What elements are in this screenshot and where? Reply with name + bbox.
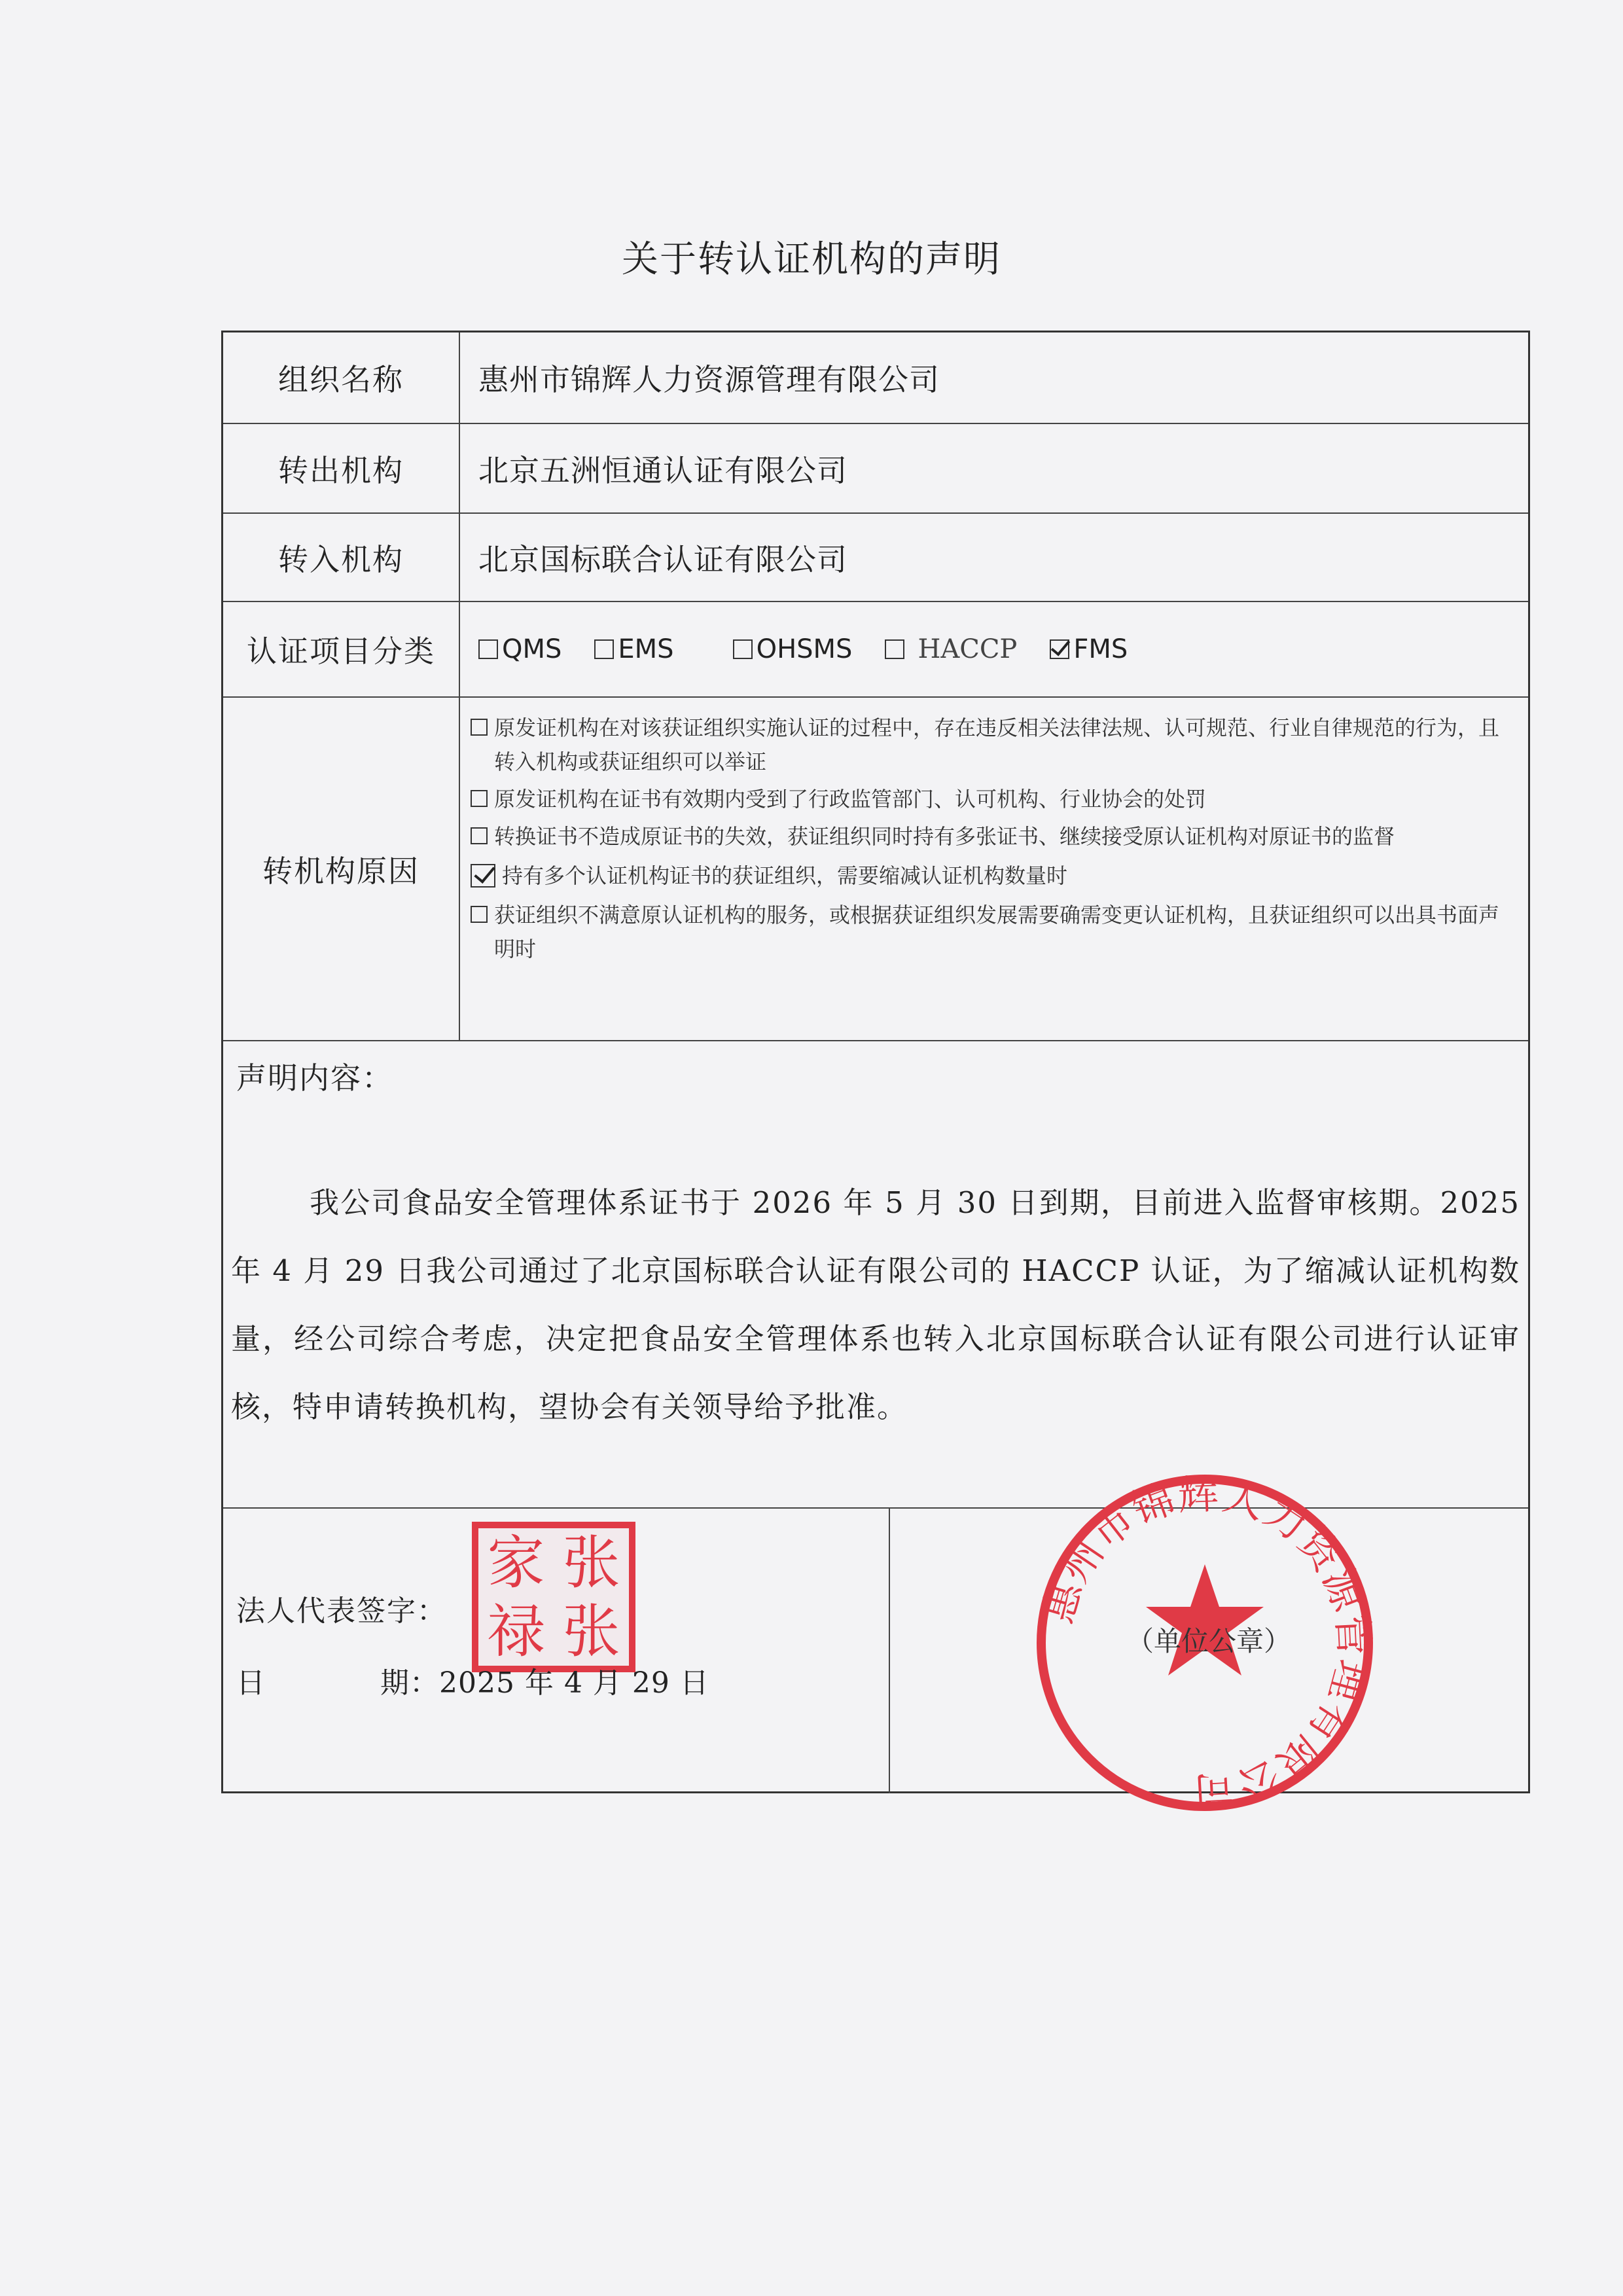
row-org	[223, 332, 1528, 424]
date-label-suffix: 期：	[380, 1666, 439, 1700]
out-agency-label: 转出机构	[223, 424, 460, 512]
reasons-list	[471, 711, 1508, 966]
checkbox-icon[interactable]	[594, 639, 614, 659]
declaration-body	[231, 1169, 1520, 1441]
date-label-char: 日	[236, 1666, 265, 1700]
signature-area	[223, 1469, 1528, 1816]
seal-char: 家	[487, 1528, 545, 1596]
cert-option-ohsms[interactable]	[733, 634, 853, 664]
seal-char: 禄	[487, 1597, 545, 1665]
cert-items-options	[478, 602, 1160, 696]
row-in-agency	[223, 514, 1528, 602]
cert-option-haccp[interactable]	[885, 634, 1017, 664]
date-field	[380, 1659, 709, 1701]
cert-option-label: HACCP	[918, 634, 1018, 664]
reason-item[interactable]	[471, 711, 1508, 779]
cert-option-fms[interactable]	[1050, 634, 1128, 664]
cert-option-label: QMS	[502, 634, 562, 664]
cert-option-label: FMS	[1073, 634, 1128, 664]
reason-text: 原发证机构在证书有效期内受到了行政监管部门、认可机构、行业协会的处罚	[494, 787, 1207, 812]
document-title: 关于转认证机构的声明	[622, 238, 1001, 281]
row-reasons	[223, 698, 1528, 1041]
seal-text: 惠州市锦辉人力资源管理有限公司	[1033, 1469, 1378, 1816]
date-value: 2025 年 4 月 29 日	[439, 1666, 709, 1700]
reason-item[interactable]	[471, 782, 1508, 816]
seal-char: 张	[562, 1597, 620, 1665]
reason-text: 转换证书不造成原证书的失效，获证组织同时持有多张证书、继续接受原认证机构对原证书的监督	[494, 824, 1395, 849]
cert-option-qms[interactable]	[478, 634, 562, 664]
unit-seal-label: （单位公章）	[1126, 1625, 1292, 1657]
reason-text: 原发证机构在对该获证组织实施认证的过程中，存在违反相关法律法规、认可规范、行业自律规范的行为，且转入机构或获证组织可以举证	[494, 715, 1500, 774]
in-agency-label: 转入机构	[223, 514, 460, 601]
reason-item[interactable]	[471, 819, 1508, 853]
row-cert-items	[223, 602, 1528, 698]
declaration-heading: 声明内容：	[236, 1060, 393, 1096]
reasons-label: 转机构原因	[223, 698, 460, 1040]
reason-item[interactable]	[471, 898, 1508, 966]
signature-divider	[889, 1509, 890, 1793]
checkbox-icon[interactable]	[478, 639, 498, 659]
reason-item[interactable]	[471, 859, 1508, 893]
checkbox-icon[interactable]	[471, 827, 488, 844]
reason-text: 获证组织不满意原认证机构的服务，或根据获证组织发展需要确需变更认证机构，且获证组织可以出具书面声明时	[494, 903, 1500, 961]
seal-char: 张	[562, 1528, 620, 1596]
cert-items-label: 认证项目分类	[223, 602, 460, 696]
checkbox-icon[interactable]	[471, 719, 488, 736]
cert-option-ems[interactable]	[594, 634, 673, 664]
checked-checkbox-icon[interactable]	[471, 864, 495, 888]
checkbox-icon[interactable]	[885, 639, 904, 659]
checkbox-icon[interactable]	[471, 906, 488, 923]
org-value: 惠州市锦辉人力资源管理有限公司	[478, 362, 940, 397]
checked-checkbox-icon[interactable]	[1050, 639, 1069, 659]
personal-seal-stamp	[472, 1522, 635, 1672]
row-out-agency	[223, 424, 1528, 514]
statement-table	[221, 331, 1530, 1816]
reason-text: 持有多个认证机构证书的获证组织，需要缩减认证机构数量时	[502, 863, 1068, 888]
date-label	[236, 1659, 396, 1701]
checkbox-icon[interactable]	[733, 639, 753, 659]
in-agency-value: 北京国标联合认证有限公司	[478, 541, 847, 577]
cert-option-label: OHSMS	[756, 634, 853, 664]
org-label: 组织名称	[223, 332, 460, 423]
checkbox-icon[interactable]	[471, 790, 488, 807]
cert-option-label: EMS	[618, 634, 674, 664]
out-agency-value: 北京五洲恒通认证有限公司	[478, 452, 847, 488]
legal-rep-label: 法人代表签字：	[236, 1594, 447, 1628]
row-declaration	[223, 1041, 1528, 1509]
declaration-text: 我公司食品安全管理体系证书于 2026 年 5 月 30 日到期，目前进入监督审核期。2025 年 4 月 29 日我公司通过了北京国标联合认证有限公司的 HACCP 认证，为了缩减认证机构数量，经公司综合考虑，决定把食品安全管理体系也转入北京国标联合认证有限公司进行认证审核，特申请转换机构，望协会有关领导给予批准。	[231, 1185, 1520, 1424]
